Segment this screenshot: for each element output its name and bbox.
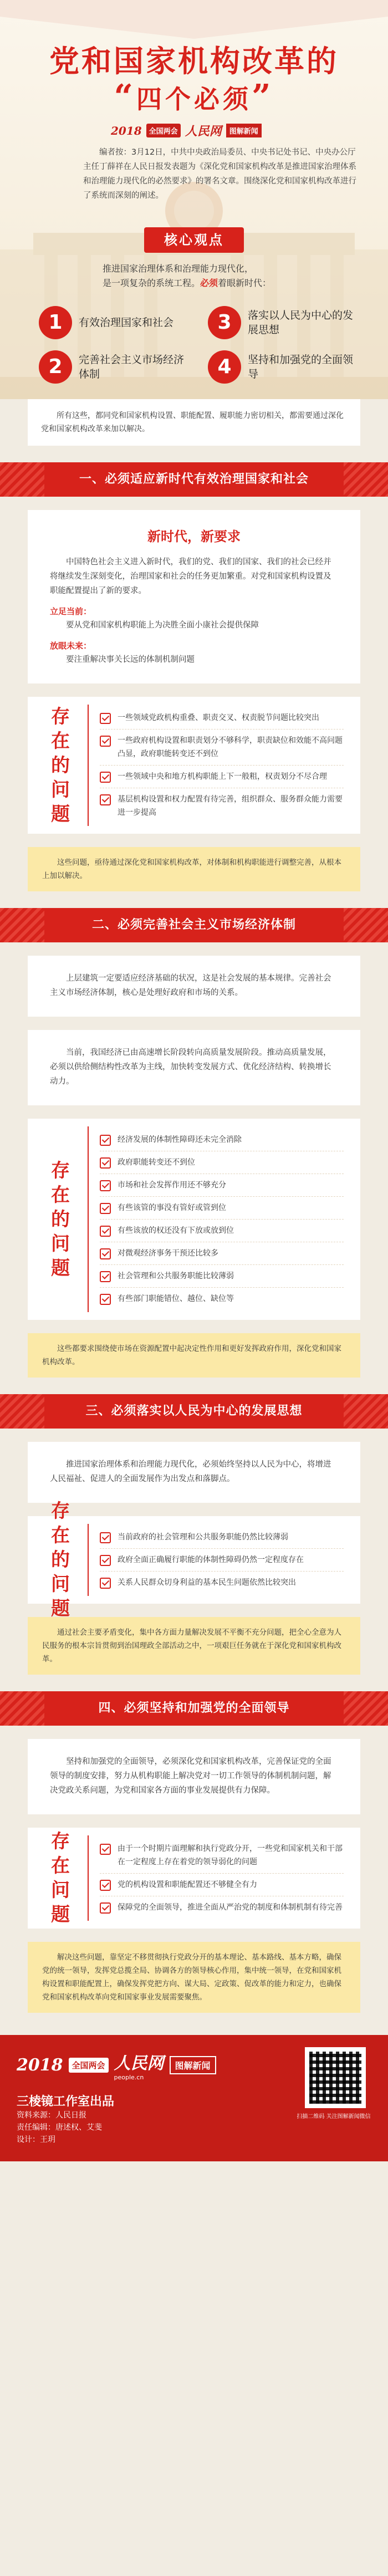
problem-text: 当前政府的社会管理和公共服务职能仍然比较薄弱 <box>118 1533 288 1542</box>
section-title: 一、必须适应新时代有效治理国家和社会 <box>79 472 309 486</box>
quote-close: ” <box>252 78 274 116</box>
card-body: 中国特色社会主义进入新时代，我们的党、我们的国家、我们的社会已经并将继续发生深刻变化，治理国家和社会的任务更加繁重。对党和国家机构设置及职能配置提出了新的要求。 <box>50 558 331 595</box>
core-point <box>39 306 191 339</box>
divider <box>88 1126 89 1312</box>
page-subtitle <box>0 78 388 116</box>
problems-label-char: 在 <box>51 1855 70 1877</box>
problems-label-char: 在 <box>51 1184 70 1206</box>
problem-text: 保障党的全面领导，推进全面从严治党的制度和体制机制有待完善 <box>118 1903 343 1912</box>
section-2-note: 这些都要求围绕使市场在资源配置中起决定性作用和更好发挥政府作用，深化党和国家机构改革。 <box>28 1333 360 1378</box>
hero-header <box>0 0 388 399</box>
section-3-card <box>28 1442 360 1503</box>
problem-item <box>100 766 344 788</box>
section-4-note: 解决这些问题，靠坚定不移贯彻执行党政分开的基本理论、基本路线、基本方略，确保党的统一领导，发挥党总揽全局、协调各方的领导核心作用，集中统一领导，在党和国家机构设置和职能配置上，确保发挥党把方向、谋大局、定政策、促改革的能力和定力，也确保党和国家机构改革向党和国家事业发展需要聚焦。 <box>28 1942 360 2013</box>
problem-text: 经济发展的体制性障碍还未完全消除 <box>118 1135 242 1144</box>
card-subtext: 要从党和国家机构职能上为决胜全面小康社会提供保障 <box>66 621 259 630</box>
section-header-2 <box>0 908 388 942</box>
header-brand <box>111 122 262 139</box>
qr-caption: 扫描二维码 关注图解新闻微信 <box>297 2114 371 2120</box>
core-badge: 核心观点 <box>144 227 244 253</box>
section-4-problems <box>28 1828 360 1929</box>
checkbox-icon <box>100 736 111 747</box>
source-credit: 资料来源：人民日报 <box>17 2111 86 2120</box>
problems-label <box>41 705 80 827</box>
problem-text: 社会管理和公共服务职能比较薄弱 <box>118 1272 234 1281</box>
problems-label-char: 题 <box>51 1904 70 1926</box>
problem-item <box>100 1874 344 1896</box>
checkbox-icon <box>100 794 111 805</box>
problem-text: 市场和社会发挥作用还不够充分 <box>118 1181 226 1190</box>
problem-text: 有些该管的事没有管好或管到位 <box>118 1203 226 1212</box>
checkbox-icon <box>100 772 111 783</box>
editor-credit: 责任编辑：唐述权、艾斐 <box>17 2123 102 2132</box>
problem-item <box>100 707 344 730</box>
problem-item <box>100 1129 344 1151</box>
problems-label-char: 问 <box>51 1232 70 1255</box>
checkbox-icon <box>100 1226 111 1237</box>
divider <box>88 705 89 826</box>
problem-item <box>100 1288 344 1310</box>
checkbox-icon <box>100 713 111 724</box>
section-header-3 <box>0 1394 388 1429</box>
problems-label-char: 存 <box>51 705 70 728</box>
footer <box>0 2035 388 2161</box>
checkbox-icon <box>100 1157 111 1169</box>
card-subtext: 要注重解决事关长远的体制机制问题 <box>66 655 195 664</box>
problems-label-char: 题 <box>51 803 70 825</box>
footer-brand-url: people.cn <box>114 2074 144 2081</box>
problems-label <box>41 1159 80 1281</box>
editor-note: 编者按：3月12日，中共中央政治局委员、中央书记处书记、中央办公厅主任丁薛祥在人民日报发表题为《深化党和国家机构改革是推进国家治理体系和治理能力现代化的必然要求》的署名文章。围绕深化党和国家机构改革进行了系统而深刻的阐述。 <box>83 148 356 200</box>
problems-label-char: 题 <box>51 1598 70 1620</box>
footer-people-logo <box>114 2049 164 2081</box>
problem-item <box>100 1526 344 1549</box>
section-1-note: 这些问题，亟待通过深化党和国家机构改革，对体制和机构职能进行调整完善，从根本上加以解决。 <box>28 847 360 891</box>
problem-item <box>100 1174 344 1197</box>
problem-item <box>100 1896 344 1919</box>
problem-item <box>100 1572 344 1594</box>
problem-text: 一些领域中央和地方机构职能上下一般粗，权责划分不尽合理 <box>118 772 327 781</box>
problem-item <box>100 1265 344 1288</box>
core-lead-line1: 推进国家治理体系和治理能力现代化， <box>103 263 254 274</box>
core-point <box>208 306 360 339</box>
section-4-card <box>28 1739 360 1814</box>
footer-brand-tujie: 图解新闻 <box>170 2056 216 2074</box>
quote-open: “ <box>114 78 136 116</box>
problems-label-char: 在 <box>51 730 70 752</box>
section-title: 四、必须坚持和加强党的全面领导 <box>98 1701 290 1715</box>
core-point <box>39 350 191 384</box>
problems-label-char: 题 <box>51 1257 70 1279</box>
core-point <box>208 350 360 384</box>
card-label: 立足当前： <box>50 606 92 616</box>
problem-item <box>100 1838 344 1874</box>
card-body: 当前，我国经济已由高速增长阶段转向高质量发展阶段。推动高质量发展，必须以供给侧结构性改革为主线，加快转变发展方式、优化经济结构、转换增长动力。 <box>50 1048 331 1086</box>
problem-text: 由于一个时期片面理解和执行党政分开，一些党和国家机关和干部在一定程度上存在着党的领导弱化的问题 <box>118 1844 343 1866</box>
core-lead-2: 是一项复杂的系统工程。 <box>103 278 201 288</box>
problem-item <box>100 730 344 766</box>
core-lead-3: 着眼新时代： <box>218 278 272 288</box>
section-3-problems <box>28 1500 360 1620</box>
brand-tujie: 图解新闻 <box>226 124 262 137</box>
core-point-number: 3 <box>208 306 241 339</box>
footer-brand-people: 人民网 <box>114 2054 164 2073</box>
problems-label-char: 问 <box>51 1879 70 1901</box>
problem-text: 有些该放的权还没有下放或放到位 <box>118 1226 234 1235</box>
problem-text: 一些领域党政机构重叠、职责交叉、权责脱节问题比较突出 <box>118 713 319 722</box>
footer-brand-year: 2018 <box>17 2055 63 2075</box>
section-title: 三、必须落实以人民为中心的发展思想 <box>85 1404 303 1418</box>
core-lead-line2 <box>103 276 335 290</box>
problem-text: 一些政府机构设置和职责划分不够科学，职责缺位和效能不高问题凸显，政府职能转变还不到位 <box>118 736 343 758</box>
problems-label-char: 存 <box>51 1500 70 1522</box>
core-point-text: 坚持和加强党的全面领导 <box>248 354 354 380</box>
core-point-text: 完善社会主义市场经济体制 <box>79 354 185 380</box>
section-2-card-b <box>28 1030 360 1105</box>
problem-text: 党的机构设置和职能配置还不够健全有力 <box>118 1880 257 1889</box>
problem-item <box>100 1549 344 1572</box>
problem-text: 基层机构设置和权力配置有待完善，组织群众、服务群众能力需要进一步提高 <box>118 795 343 817</box>
brand-year: 2018 <box>111 124 142 137</box>
section-3-note: 通过社会主要矛盾变化，集中各方面力量解决发展不平衡不充分问题，把全心全意为人民服务的根本宗旨贯彻到治国理政全部活动之中，一项艰巨任务就在于深化党和国家机构改革。 <box>28 1617 360 1675</box>
card-body: 推进国家治理体系和治理能力现代化，必须始终坚持以人民为中心，将增进人民福祉、促进人的全面发展作为出发点和落脚点。 <box>50 1460 331 1483</box>
section-header-4 <box>0 1691 388 1726</box>
problems-label-char: 存 <box>51 1159 70 1182</box>
section-1-problems <box>28 697 360 834</box>
problem-text: 对微观经济事务干预还比较多 <box>118 1249 218 1258</box>
problems-label-char: 的 <box>51 754 70 777</box>
problem-item <box>100 788 344 824</box>
design-credit: 设计：王玥 <box>17 2135 55 2144</box>
checkbox-icon <box>100 1271 111 1282</box>
problem-item <box>100 1220 344 1242</box>
problems-label-char: 的 <box>51 1549 70 1571</box>
checkbox-icon <box>100 1248 111 1259</box>
checkbox-icon <box>100 1880 111 1891</box>
problem-item <box>100 1151 344 1174</box>
problems-label <box>41 1829 80 1927</box>
studio-credit: 三棱镜工作室出品 <box>17 2095 115 2109</box>
core-point-text: 落实以人民为中心的发展思想 <box>248 309 354 336</box>
checkbox-icon <box>100 1532 111 1543</box>
divider <box>88 1524 89 1596</box>
problems-label-char: 问 <box>51 778 70 801</box>
core-point-number: 1 <box>39 306 72 339</box>
footer-brand-lianghui: 全国两会 <box>69 2058 109 2073</box>
section-2-card-a <box>28 956 360 1017</box>
divider <box>88 1835 89 1921</box>
problem-text: 政府全面正确履行职能的体制性障碍仍然一定程度存在 <box>118 1555 304 1564</box>
subtitle-text: 四个必须 <box>136 84 252 114</box>
card-body: 坚持和加强党的全面领导，必须深化党和国家机构改革，完善保证党的全面领导的制度安排，努力从机构职能上解决党对一切工作领导的体制机制问题，解决党政关系问题，为党和国家各方面的事业发展提供有力保障。 <box>50 1757 331 1795</box>
problems-label-char: 问 <box>51 1573 70 1595</box>
core-lead-highlight: 必须 <box>200 278 218 288</box>
problems-label <box>41 1499 80 1621</box>
checkbox-icon <box>100 1844 111 1855</box>
page-title: 党和国家机构改革的 <box>49 43 339 79</box>
core-lead <box>103 262 335 290</box>
core-point-text: 有效治理国家和社会 <box>79 317 174 329</box>
core-points-grid <box>39 306 360 384</box>
summary-box: 所有这些，都同党和国家机构设置、职能配置、履职能力密切相关，都需要通过深化党和国家机构改革来加以解决。 <box>28 399 360 446</box>
checkbox-icon <box>100 1203 111 1214</box>
section-header-1 <box>0 462 388 497</box>
checkbox-icon <box>100 1294 111 1305</box>
checkbox-icon <box>100 1578 111 1589</box>
problems-label-char: 在 <box>51 1524 70 1547</box>
problem-text: 政府职能转变还不到位 <box>118 1158 195 1167</box>
section-1-card <box>28 510 360 683</box>
problem-item <box>100 1242 344 1265</box>
core-point-number: 4 <box>208 350 241 384</box>
core-point-number: 2 <box>39 350 72 384</box>
section-title: 二、必须完善社会主义市场经济体制 <box>91 918 296 932</box>
problem-item <box>100 1197 344 1220</box>
card-body: 上层建筑一定要适应经济基础的状况，这是社会发展的基本规律。完善社会主义市场经济体制，核心是处理好政府和市场的关系。 <box>50 974 331 997</box>
section-2-problems <box>28 1119 360 1320</box>
brand-people-logo: 人民网 <box>185 124 222 139</box>
checkbox-icon <box>100 1135 111 1146</box>
qr-code[interactable] <box>305 2047 366 2108</box>
problems-label-char: 存 <box>51 1830 70 1853</box>
card-title: 新时代，新要求 <box>147 529 241 544</box>
checkbox-icon <box>100 1555 111 1566</box>
card-label: 放眼未来： <box>50 641 92 651</box>
brand-lianghui: 全国两会 <box>146 124 181 137</box>
problem-text: 关系人民群众切身利益的基本民生问题依然比较突出 <box>118 1578 296 1587</box>
checkbox-icon <box>100 1180 111 1191</box>
problems-label-char: 的 <box>51 1208 70 1231</box>
problem-text: 有些部门职能错位、越位、缺位等 <box>118 1294 234 1303</box>
qr-code-icon <box>309 2052 361 2104</box>
checkbox-icon <box>100 1902 111 1914</box>
